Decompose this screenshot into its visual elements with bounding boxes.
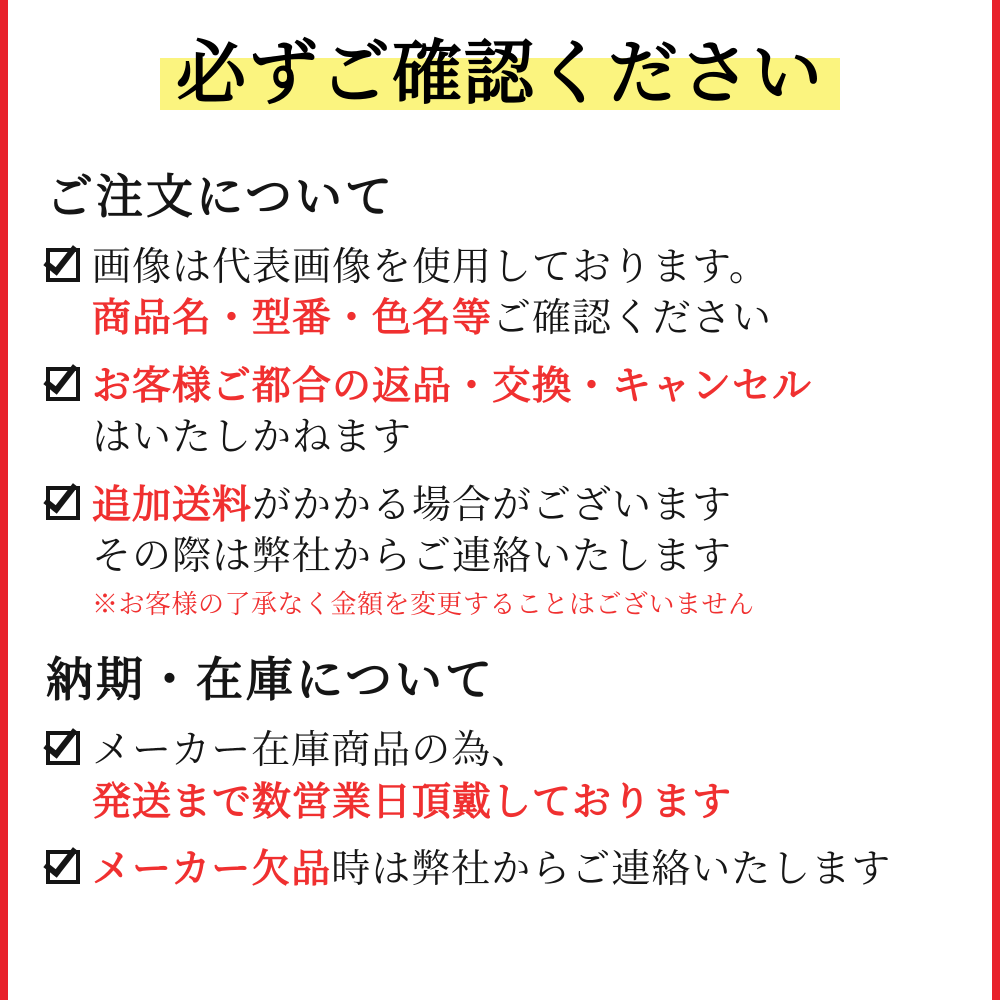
list-item-text bbox=[92, 242, 992, 345]
list-item-text bbox=[92, 725, 992, 828]
text-segment: 時は弊社からご連絡いたします bbox=[331, 848, 892, 892]
list-item-text bbox=[92, 844, 992, 895]
page-title bbox=[160, 36, 840, 118]
section-delivery-heading: 納期・在庫について bbox=[46, 655, 496, 708]
text-segment-emphasis: 発送まで数営業日頂戴しております bbox=[92, 780, 733, 824]
text-line bbox=[92, 777, 992, 828]
checkbox-checked-icon bbox=[46, 248, 86, 286]
section-order bbox=[46, 170, 992, 624]
checkbox-checked-icon bbox=[46, 486, 86, 524]
text-line bbox=[92, 412, 992, 463]
text-segment-emphasis: 追加送料 bbox=[92, 483, 253, 527]
section-delivery bbox=[46, 653, 992, 896]
text-segment-emphasis: 商品名・型番・色名等 bbox=[92, 297, 493, 341]
text-segment: がかかる場合がございます bbox=[252, 483, 733, 527]
text-line bbox=[92, 844, 992, 895]
text-segment-emphasis: メーカー欠品 bbox=[92, 848, 332, 892]
list-item bbox=[46, 725, 992, 828]
text-segment: はいたしかねます bbox=[92, 416, 413, 460]
text-segment: 画像は代表画像を使用しております。 bbox=[92, 245, 769, 289]
text-line bbox=[92, 531, 992, 582]
text-segment-emphasis: お客様ご都合の返品・交換・キャンセル bbox=[92, 364, 813, 408]
text-segment: ご確認ください bbox=[492, 297, 773, 341]
list-item bbox=[46, 480, 992, 623]
checkbox-checked-icon bbox=[46, 731, 86, 769]
section-order-heading: ご注文について bbox=[46, 171, 396, 224]
text-segment: その際は弊社からご連絡いたします bbox=[92, 535, 733, 579]
text-segment: メーカー在庫商品の為、 bbox=[92, 729, 532, 773]
footnote: ※お客様の了承なく金額を変更することはございません bbox=[92, 589, 755, 619]
list-item bbox=[46, 361, 992, 464]
text-line bbox=[92, 361, 992, 412]
text-line bbox=[92, 480, 992, 531]
page-title-text: 必ずご確認ください bbox=[176, 36, 824, 113]
list-item-text bbox=[92, 361, 992, 464]
page-title-wrap bbox=[8, 36, 992, 118]
text-line bbox=[92, 293, 992, 344]
text-line bbox=[92, 242, 992, 293]
notice-content bbox=[8, 0, 992, 1000]
list-item bbox=[46, 242, 992, 345]
list-item bbox=[46, 844, 992, 895]
checkbox-checked-icon bbox=[46, 367, 86, 405]
text-line bbox=[92, 725, 992, 776]
list-item-text bbox=[92, 480, 992, 623]
checkbox-checked-icon bbox=[46, 850, 86, 888]
